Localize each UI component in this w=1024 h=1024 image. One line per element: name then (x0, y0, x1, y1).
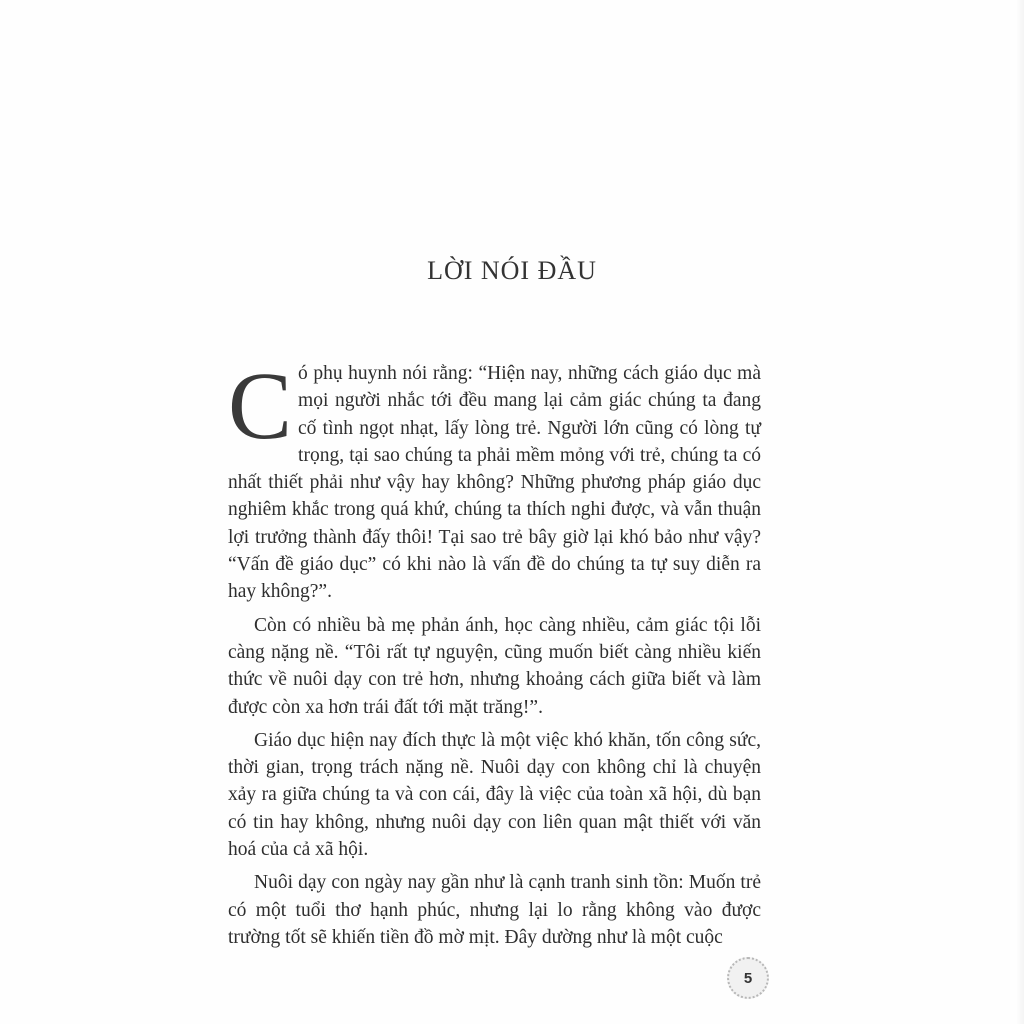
body-text (228, 352, 761, 957)
page-number-badge (727, 957, 769, 999)
page-number: 5 (743, 969, 753, 987)
chapter-heading: LỜI NÓI ĐẦU (427, 256, 597, 285)
paragraph-4: Nuôi dạy con ngày nay gần như là cạnh tranh sinh tồn: Muốn trẻ có một tuổi thơ hạnh phúc, nhưng lại lo rằng không vào được trường tốt sẽ khiến tiền đồ mờ mịt. Đây dường như là một cuộc (228, 872, 761, 948)
paragraph-1-text: ó phụ huynh nói rằng: “Hiện nay, những cách giáo dục mà mọi người nhắc tới đều mang lại cảm giác chúng ta đang cố tình ngọt nhạt, lấy lòng trẻ. Người lớn cũng có lòng tự trọng, tại sao chúng ta phải mềm mỏng với trẻ, chúng ta có nhất thiết phải như vậy hay không? Những phương pháp giáo dục nghiêm khắc trong quá khứ, chúng ta thích nghi được, và vẫn thuận lợi trưởng thành đấy thôi! Tại sao trẻ bây giờ lại khó bảo như vậy? “Vấn đề giáo dục” có khi nào là vấn đề do chúng ta tự suy diễn ra hay không?”. (228, 363, 761, 603)
paragraph-1 (228, 352, 761, 606)
paragraph-2: Còn có nhiều bà mẹ phản ánh, học càng nhiều, cảm giác tội lỗi càng nặng nề. “Tôi rất tự nguyện, cũng muốn biết càng nhiều kiến thức về nuôi dạy con trẻ hơn, nhưng khoảng cách giữa biết và làm được còn xa hơn trái đất tới mặt trăng!”. (228, 614, 761, 718)
page-edge-shadow (1016, 0, 1024, 1024)
paragraph-3: Giáo dục hiện nay đích thực là một việc khó khăn, tốn công sức, thời gian, trọng trách nặng nề. Nuôi dạy con không chỉ là chuyện xảy ra giữa chúng ta và con cái, đây là việc của toàn xã hội, dù bạn có tin hay không, nhưng nuôi dạy con liên quan mật thiết với văn hoá của cả xã hội. (228, 729, 761, 861)
drop-cap: C (228, 352, 293, 459)
